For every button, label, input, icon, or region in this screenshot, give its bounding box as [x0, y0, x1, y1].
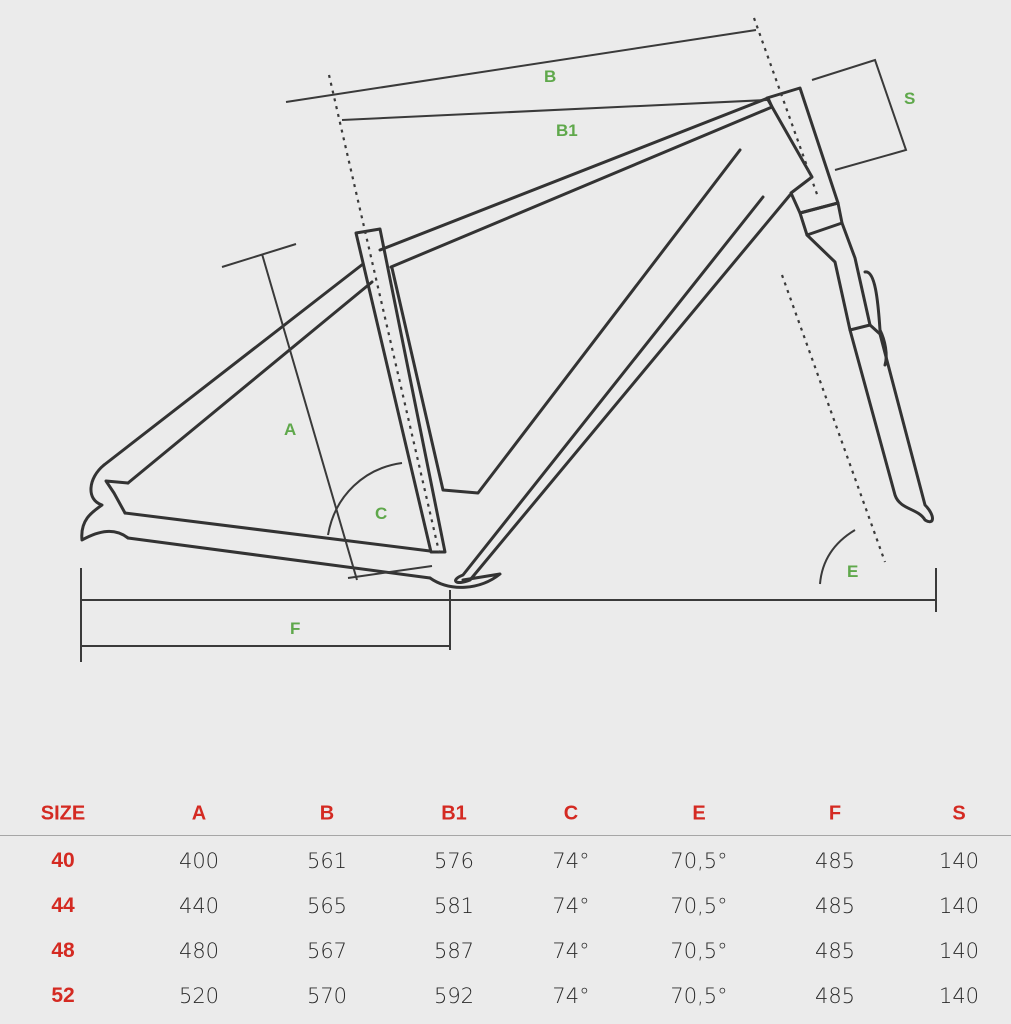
cell-e: 70,5°: [670, 938, 728, 963]
cell-f: 485: [814, 893, 856, 918]
fork-lower: [850, 325, 933, 522]
fork-upper: [807, 223, 870, 330]
bottom-bracket: [430, 574, 500, 587]
dimension-f-line: [81, 568, 936, 662]
seat-tube-axis: [329, 75, 440, 556]
cell-s: 140: [938, 893, 980, 918]
head-tube: [767, 88, 838, 213]
cell-b: 570: [306, 983, 348, 1008]
steering-axis: [754, 18, 818, 197]
header-b: B: [319, 802, 335, 824]
cell-size: 52: [51, 983, 75, 1007]
header-a: A: [191, 802, 207, 824]
table-row: [0, 928, 1011, 973]
cell-c: 74°: [552, 893, 590, 918]
label-c: C: [375, 504, 388, 523]
cell-a: 480: [178, 938, 220, 963]
dimension-b-line: [286, 30, 756, 102]
table-row: [0, 973, 1011, 1018]
cell-a: 400: [178, 848, 220, 873]
cell-e: 70,5°: [670, 893, 728, 918]
cell-b1: 592: [433, 983, 475, 1008]
cell-f: 485: [814, 983, 856, 1008]
header-c: C: [563, 802, 579, 824]
label-a: A: [284, 420, 297, 439]
header-f: F: [828, 802, 842, 824]
header-size: SIZE: [40, 802, 86, 824]
label-f: F: [290, 619, 301, 638]
fork-crown: [800, 203, 842, 235]
table-row: [0, 838, 1011, 883]
cell-size: 48: [51, 938, 75, 962]
label-b1: B1: [556, 121, 578, 140]
cell-c: 74°: [552, 938, 590, 963]
dimension-c-arc: [328, 463, 402, 535]
seat-stay: [104, 264, 372, 483]
cell-s: 140: [938, 938, 980, 963]
cell-f: 485: [814, 938, 856, 963]
header-e: E: [692, 802, 706, 824]
cell-b: 567: [306, 938, 348, 963]
cell-e: 70,5°: [670, 983, 728, 1008]
cell-b1: 587: [433, 938, 475, 963]
down-tube-inner: [392, 150, 740, 493]
cell-b1: 581: [433, 893, 475, 918]
dimension-s-box: [812, 60, 906, 170]
cell-b: 565: [306, 893, 348, 918]
cell-s: 140: [938, 983, 980, 1008]
label-s: S: [904, 89, 916, 108]
label-e: E: [847, 562, 859, 581]
cell-b: 561: [306, 848, 348, 873]
geometry-table: [0, 792, 1011, 1018]
cell-size: 44: [51, 893, 75, 917]
rear-dropout: [82, 465, 128, 540]
label-b: B: [544, 67, 557, 86]
cell-s: 140: [938, 848, 980, 873]
cell-f: 485: [814, 848, 856, 873]
table-row: [0, 883, 1011, 928]
dimension-b1-line: [342, 100, 767, 120]
header-b1: B1: [441, 802, 467, 824]
cell-a: 440: [178, 893, 220, 918]
header-s: S: [952, 802, 966, 824]
cell-e: 70,5°: [670, 848, 728, 873]
cell-c: 74°: [552, 848, 590, 873]
seat-tube: [356, 229, 445, 552]
cell-c: 74°: [552, 983, 590, 1008]
table-header-row: [0, 792, 1011, 836]
cell-a: 520: [178, 983, 220, 1008]
down-tube: [456, 195, 790, 583]
cell-b1: 576: [433, 848, 475, 873]
cell-size: 40: [51, 848, 75, 872]
